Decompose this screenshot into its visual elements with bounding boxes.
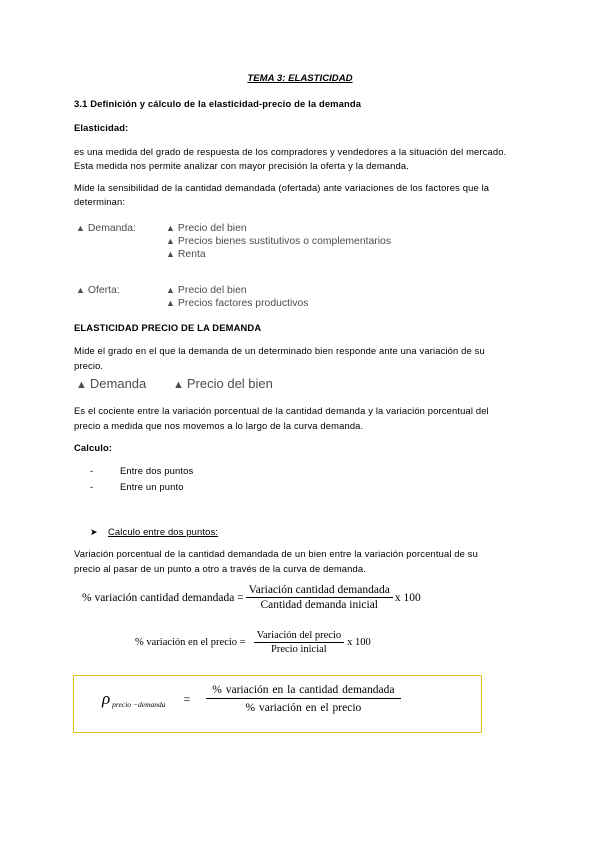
demanda-factor-item: ▲ Precios bienes sustitutivos o complementarios [166, 236, 392, 247]
arrow-bullet-icon: ➤ [90, 527, 98, 537]
big-demanda-label: ▲ Demanda [76, 376, 147, 391]
mide-line-2: precio. [74, 360, 104, 371]
variacion-line-1: Variación porcentual de la cantidad demandada de un bien entre la variación porcentual de su [74, 548, 478, 559]
calc-subheading: ➤ Calculo entre dos puntos: [90, 524, 218, 540]
demanda-factors-label: ▲ Demanda: [76, 223, 136, 234]
calc-list-item: - Entre dos puntos [90, 465, 194, 476]
triangle-bullet-icon: ▲ [173, 379, 184, 391]
demanda-factor-item: ▲ Renta [166, 249, 206, 260]
mide-line-1: Mide el grado en el que la demanda de un determinado bien responde ante una variación de su [74, 345, 485, 356]
formula-denominator: Cantidad demanda inicial [260, 599, 378, 611]
triangle-bullet-icon: ▲ [166, 236, 175, 246]
demanda-factor-item: ▲ Precio del bien [166, 223, 247, 234]
formula-numerator: Variación cantidad demandada [246, 584, 393, 598]
triangle-bullet-icon: ▲ [166, 249, 175, 259]
formula-lhs: % variación cantidad demandada = [82, 591, 244, 604]
formula-precio [135, 630, 371, 655]
oferta-factor-item: ▲ Precio del bien [166, 285, 247, 296]
sensitivity-line-1: Mide la sensibilidad de la cantidad demandada (ofertada) ante variaciones de los factores que la [74, 182, 490, 193]
elasticidad-label: Elasticidad: [74, 122, 129, 133]
sensitivity-line-2: determinan: [74, 196, 126, 207]
formula-cantidad-demandada [82, 584, 421, 611]
elasticity-fraction [206, 684, 400, 714]
variacion-line-2: precio al pasar de un punto a otro a través de la curva de demanda. [74, 563, 366, 574]
triangle-bullet-icon: ▲ [76, 379, 87, 391]
formula-fraction [254, 630, 345, 655]
triangle-bullet-icon: ▲ [76, 285, 85, 295]
triangle-bullet-icon: ▲ [76, 223, 85, 233]
triangle-bullet-icon: ▲ [166, 285, 175, 295]
formula-multiplier: x 100 [347, 637, 371, 648]
oferta-factors-label: ▲ Oferta: [76, 285, 120, 296]
big-precio-label: ▲ Precio del bien [173, 376, 273, 391]
formula-lhs: % variación en el precio = [135, 637, 246, 648]
calc-list-item: - Entre un punto [90, 481, 184, 492]
cociente-line-1: Es el cociente entre la variación porcentual de la cantidad demanda y la variación porcentual del [74, 405, 489, 416]
definition-line-2: Esta medida nos permite analizar con mayor precisión la oferta y la demanda. [74, 160, 410, 171]
triangle-bullet-icon: ▲ [166, 298, 175, 308]
calculo-label: Calculo: [74, 442, 113, 453]
equals-sign: = [183, 691, 191, 706]
formula-denominator: % variación en el precio [245, 702, 362, 714]
section-heading: 3.1 Definición y cálculo de la elasticidad-precio de la demanda [74, 98, 362, 109]
formula-denominator: Precio inicial [271, 644, 327, 655]
definition-line-1: es una medida del grado de respuesta de los compradores y vendedores a la situación del mercado. [74, 146, 507, 157]
triangle-bullet-icon: ▲ [166, 223, 175, 233]
rho-subscript: precio −demanda [112, 699, 166, 709]
cociente-line-2: precio a medida que nos movemos a lo largo de la curva demanda. [74, 420, 364, 431]
elasticidad-precio-heading: ELASTICIDAD PRECIO DE LA DEMANDA [74, 322, 262, 333]
formula-numerator: % variación en la cantidad demandada [206, 684, 400, 699]
dash-bullet-icon: - [90, 465, 94, 476]
elasticity-formula [102, 684, 401, 714]
page-title: TEMA 3: ELASTICIDAD [247, 73, 353, 84]
oferta-factor-item: ▲ Precios factores productivos [166, 298, 309, 309]
formula-numerator: Variación del precio [254, 630, 345, 643]
rho-symbol: ρ [102, 689, 111, 708]
formula-multiplier: x 100 [394, 591, 421, 604]
dash-bullet-icon: - [90, 481, 94, 492]
formula-fraction [246, 584, 393, 611]
